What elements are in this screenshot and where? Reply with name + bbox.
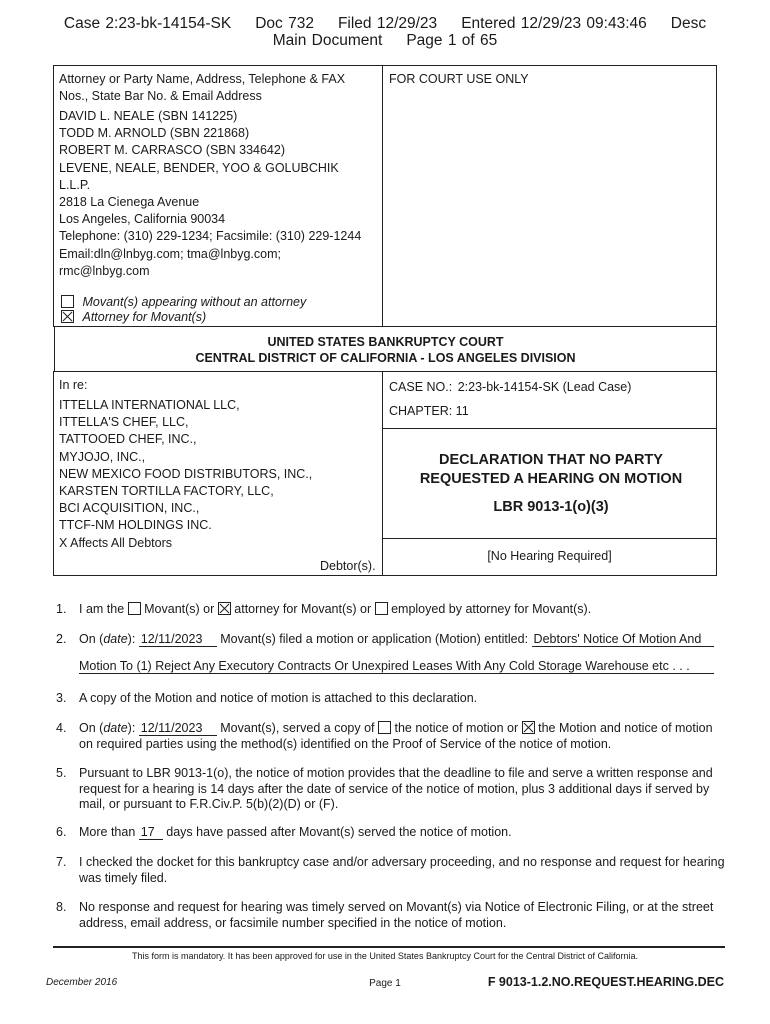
item-1-text-d: employed by attorney for Movant(s).	[391, 602, 592, 616]
form-number: F 9013-1.2.NO.REQUEST.HEARING.DEC	[487, 975, 724, 989]
motion-filed-date-field[interactable]: 12/11/2023	[139, 633, 217, 647]
item-5-line3: mail, or pursuant to F.R.Civ.P. 5(b)(2)(D) or (F).	[79, 797, 339, 811]
item-6-text-b: days have passed after Movant(s) served the notice of motion.	[166, 825, 512, 839]
case-number-field	[389, 379, 631, 396]
debtor-list	[59, 397, 312, 552]
no-hearing-note: [No Hearing Required]	[487, 549, 612, 563]
in-re-label: In re:	[59, 378, 88, 392]
service-date-field[interactable]: 12/11/2023	[139, 722, 217, 736]
attorney-for-movant-label: Attorney for Movant(s)	[82, 310, 207, 324]
case-no-value: 2:23-bk-14154-SK (Lead Case)	[457, 380, 632, 394]
attorney-line: Email:dln@lnbyg.com; tma@lnbyg.com;	[59, 246, 281, 261]
attorney-line: Los Angeles, California 90034	[59, 212, 226, 227]
attorney-line: L.L.P.	[59, 177, 91, 192]
item-4	[56, 721, 736, 752]
attorney-line: Telephone: (310) 229-1234; Facsimile: (310) 229-1244	[59, 229, 362, 244]
item-3-text: A copy of the Motion and notice of motion is attached to this declaration.	[79, 691, 478, 705]
attorney-line: TODD M. ARNOLD (SBN 221868)	[59, 126, 250, 141]
doc-number: Doc 732	[255, 15, 314, 32]
movant-option-attorney	[61, 310, 206, 325]
debtor-line: NEW MEXICO FOOD DISTRIBUTORS, INC.,	[59, 466, 313, 481]
debtor-line: MYJOJO, INC.,	[59, 449, 146, 464]
on-label: On (	[79, 721, 104, 735]
item-4-text-a: Movant(s), served a copy of	[220, 721, 375, 735]
rule-reference: LBR 9013-1(o)(3)	[493, 499, 609, 515]
desc-label: Desc	[670, 15, 707, 32]
title-line1: DECLARATION THAT NO PARTY	[439, 452, 663, 468]
case-header-line2	[0, 32, 770, 49]
debtor-line: KARSTEN TORTILLA FACTORY, LLC,	[59, 484, 274, 499]
item-1-text-c: attorney for Movant(s) or	[234, 602, 372, 616]
entered-date: Entered 12/29/23 09:43:46	[461, 15, 647, 32]
debtor-line: ITTELLA'S CHEF, LLC,	[59, 415, 189, 430]
item-number: 4.	[56, 721, 67, 735]
item-4-text-c: the Motion and notice of motion	[538, 721, 713, 735]
on-label-close: ):	[127, 632, 136, 646]
item-7	[56, 855, 736, 886]
item-5-line1: Pursuant to LBR 9013-1(o), the notice of motion provides that the deadline to file and serve a written response and	[79, 766, 713, 780]
notice-of-motion-checkbox[interactable]	[378, 721, 391, 734]
item-2	[56, 632, 736, 674]
court-division: CENTRAL DISTRICT OF CALIFORNIA - LOS ANGELES DIVISION	[195, 351, 576, 365]
debtor-line: TATTOOED CHEF, INC.,	[59, 432, 197, 447]
attorney-details	[59, 108, 361, 280]
no-attorney-checkbox[interactable]	[61, 295, 74, 308]
court-name: UNITED STATES BANKRUPTCY COURT	[267, 335, 504, 349]
on-label: On (	[79, 632, 104, 646]
item-7-line1: I checked the docket for this bankruptcy case and/or adversary proceeding, and no response and request for hearing	[79, 855, 725, 869]
court-use-box	[382, 65, 717, 327]
attorney-line: 2818 La Cienega Avenue	[59, 195, 200, 210]
attorney-label-line2: Nos., State Bar No. & Email Address	[59, 88, 262, 103]
attorney-box-label	[59, 71, 345, 104]
case-number: Case 2:23-bk-14154-SK	[63, 15, 232, 32]
attorney-line: DAVID L. NEALE (SBN 141225)	[59, 109, 238, 123]
item-8-line1: No response and request for hearing was timely served on Movant(s) via Notice of Electronic Filing, or at the street	[79, 900, 714, 914]
item-1-text-a: I am the	[79, 602, 125, 616]
date-word: date	[103, 632, 128, 646]
item-6	[56, 825, 736, 841]
item-7-line2: was timely filed.	[79, 870, 168, 885]
case-header-line1	[0, 15, 770, 32]
item-2-text: Movant(s) filed a motion or application (Motion) entitled:	[220, 632, 529, 646]
days-passed-field[interactable]: 17	[139, 826, 163, 840]
item-number: 8.	[56, 900, 67, 914]
court-name-box	[54, 326, 717, 372]
debtor-line: BCI ACQUISITION, INC.,	[59, 501, 200, 516]
debtor-line: X Affects All Debtors	[59, 535, 173, 550]
case-no-label: CASE NO.:	[389, 380, 453, 394]
title-line2: REQUESTED A HEARING ON MOTION	[419, 471, 683, 487]
attorney-line: ROBERT M. CARRASCO (SBN 334642)	[59, 143, 285, 158]
item-4-text-b: the notice of motion or	[394, 721, 519, 735]
on-label-close: ):	[127, 721, 136, 735]
main-document-label: Main Document	[272, 32, 383, 49]
page-number: Page 1	[369, 978, 401, 989]
item-8	[56, 900, 736, 931]
court-use-label: FOR COURT USE ONLY	[389, 72, 529, 86]
item-number: 7.	[56, 855, 67, 869]
item-number: 1.	[56, 602, 67, 616]
item-number: 5.	[56, 766, 67, 780]
filed-date: Filed 12/29/23	[337, 15, 438, 32]
attorney-label-line1: Attorney or Party Name, Address, Telephone & FAX	[59, 72, 346, 86]
form-revision-date: December 2016	[46, 977, 118, 988]
attorney-checkbox-checked[interactable]	[61, 310, 74, 323]
page-count: Page 1 of 65	[406, 32, 498, 49]
debtor-line: TTCF-NM HOLDINGS INC.	[59, 518, 212, 533]
item-5-line2: request for a hearing is 14 days after the date of service of the notice of motion, plus 3 additional days if served by	[79, 781, 710, 796]
no-attorney-label: Movant(s) appearing without an attorney	[82, 295, 307, 309]
motion-and-notice-checkbox-checked[interactable]	[522, 721, 535, 734]
attorney-for-movant-checkbox-checked[interactable]	[218, 602, 231, 615]
document-title	[385, 428, 717, 538]
motion-title-field-2[interactable]: Motion To (1) Reject Any Executory Contracts Or Unexpired Leases With Any Cold Storage Warehouse etc . . .	[79, 660, 714, 674]
item-number: 6.	[56, 825, 67, 839]
item-number: 2.	[56, 632, 67, 646]
motion-title-field-1[interactable]: Debtors' Notice Of Motion And	[532, 633, 714, 647]
date-word: date	[103, 721, 128, 735]
item-4-line2: on required parties using the method(s) identified on the Proof of Service of the notice of motion.	[79, 736, 612, 751]
item-8-line2: address, email address, or facsimile number specified in the notice of motion.	[79, 915, 507, 930]
attorney-line: rmc@lnbyg.com	[59, 263, 150, 278]
mandatory-form-note: This form is mandatory. It has been approved for use in the United States Bankruptcy Court for the Central District of California.	[131, 951, 639, 961]
debtor-line: ITTELLA INTERNATIONAL LLC,	[59, 398, 240, 412]
debtor-label: Debtor(s).	[320, 559, 376, 573]
item-5	[56, 766, 736, 813]
item-number: 3.	[56, 691, 67, 705]
item-1	[56, 602, 736, 618]
item-1-text-b: Movant(s) or	[144, 602, 215, 616]
footer-divider	[53, 946, 725, 948]
movant-checkbox[interactable]	[128, 602, 141, 615]
chapter-field: CHAPTER: 11	[389, 404, 469, 418]
employed-by-attorney-checkbox[interactable]	[375, 602, 388, 615]
attorney-line: LEVENE, NEALE, BENDER, YOO & GOLUBCHIK	[59, 160, 339, 175]
movant-option-no-attorney	[61, 295, 306, 310]
item-6-text-a: More than	[79, 825, 136, 839]
item-3	[56, 691, 736, 707]
